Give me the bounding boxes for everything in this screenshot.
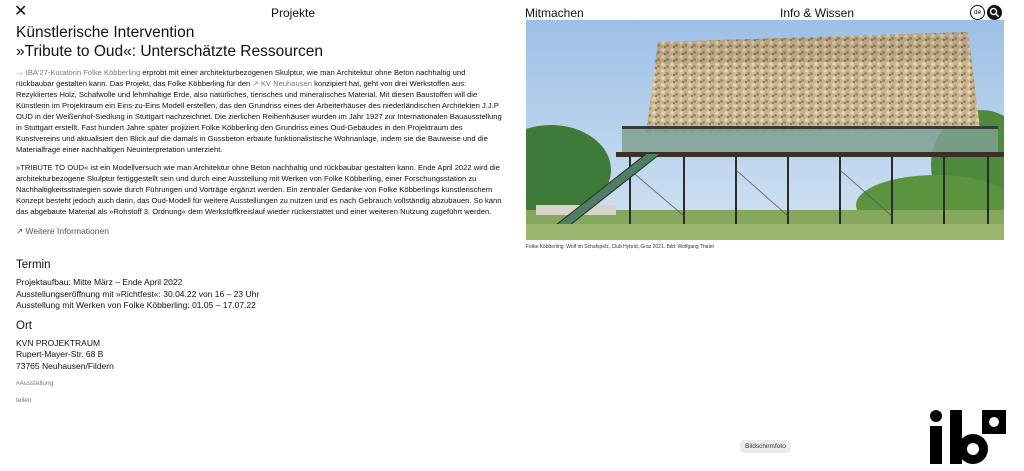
article-column	[16, 24, 502, 404]
intro-text-2: konzipiert hat, geht von drei Werkstoffen aus: Rezykliertes Holz, Schafwolle und lehmhaltige Erde, also natürliches, tierisches und mineralisches Material. Mit diesen Baustoffen will die Künstlerin im Projektraum ein Eins-zu-Eins Modell erstellen, das den Grundriss eines der Arbeiterhäuser des niederländischen Architekten J.J.P OUD in der Weißenhof-Siedlung in Stuttgart nachzeichnet. Die zierlichen Reihenhäuser wurden im Jahr 1927 zur Internationalen Bauausstellung in Stuttgart erstellt. Fast hundert Jahre später projiziert Folke Köbberling den Grundriss eines Oud-Gebäudes in den Projektraum des Kunstvereins und aktualisiert den Blick auf die damals in Gussbeton erbaute funktionalistische Wohnanlage, indem sie die Bauweise und die Materialfrage einer nachhaltigen Neuinterpretation unterzieht.	[16, 79, 502, 154]
article-eyebrow: Künstlerische Intervention	[16, 24, 195, 41]
termin-heading: Termin	[16, 259, 51, 271]
nav-item-projekte[interactable]: Projekte	[271, 6, 316, 20]
article-title: »Tribute to Oud«: Unterschätzte Ressourcen	[16, 43, 323, 60]
intro-text-1: erprobt mit einer architekturbezogenen Skulptur, wie man Architektur ohne Beton nachhaltig und rückbaubar gestalten kann. Das Projekt, das Folke Köbberling für den	[16, 68, 466, 88]
screenshot-tooltip[interactable]: Bildschirmfoto	[740, 440, 791, 453]
ort-line: 73765 Neuhausen/Fildern	[16, 360, 114, 371]
ort-line: KVN PROJEKTRAUM	[16, 337, 101, 348]
image-caption: Folke Köbberling: Wolf im Schafspelz, Club Hybrid, Graz 2021. Bild: Wolfgang Thaler	[526, 244, 715, 250]
iba-logo[interactable]	[928, 408, 1010, 471]
intro-paragraph	[16, 67, 502, 155]
curator-link[interactable]: → IBA'27-Kuratorin Folke Köbberling	[16, 68, 141, 77]
termin-lines	[16, 277, 502, 312]
ort-line: Rupert-Mayer-Str. 68 B	[16, 349, 104, 359]
project-photo	[526, 20, 1004, 240]
search-icon[interactable]	[987, 5, 1002, 20]
ort-lines	[16, 338, 502, 373]
tag-link[interactable]: #Ausstellung	[16, 380, 54, 387]
ort-heading: Ort	[16, 319, 32, 332]
nav-item-info-wissen[interactable]: Info & Wissen	[780, 6, 855, 20]
termin-line: Projektaufbau: Mitte März – Ende April 2022	[16, 277, 183, 287]
more-info-link[interactable]: ↗ Weitere Informationen	[16, 226, 109, 236]
nav-item-mitmachen[interactable]: Mitmachen	[525, 6, 584, 20]
close-icon[interactable]: ✕	[14, 3, 28, 20]
language-switch[interactable]: de	[970, 5, 985, 20]
kv-neuhausen-link[interactable]: ↗ KV Neuhausen	[252, 79, 312, 88]
body-paragraph: »TRIBUTE TO OUD« ist ein Modellversuch wie man Architektur ohne Beton nachhaltig und rückbaubar gestalten kann. Ende April 2022 wird die architekturbezogene Skulptur fertiggestellt sein und durch eine Ausstellung mit Werken von Folke Köbberling, einer Forschungsstation zu Nachhaltigkeitsstrategien sowie durch Führungen und Vorträge ergänzt werden. Ein zentraler Gedanke von Folke Köbberlings künstlerischem Konzept besteht jedoch auch darin, das Oud-Modell für weitere Ausstellungen zu nutzen und es nach Gebrauch vollständig abzubauen. So kann das abgebaute Material als »Rohstoff 3. Ordnung« dem Werkstoffkreislauf wieder rückerstattet und einer weiteren Nutzung zugeführt werden.	[16, 163, 502, 216]
share-link[interactable]: teilen	[16, 397, 32, 404]
termin-line: Ausstellungseröffnung mit »Richtfest«: 30.04.22 von 16 – 23 Uhr	[16, 288, 260, 299]
termin-line: Ausstellung mit Werken von Folke Köbberling: 01.05 – 17.07.22	[16, 300, 256, 310]
